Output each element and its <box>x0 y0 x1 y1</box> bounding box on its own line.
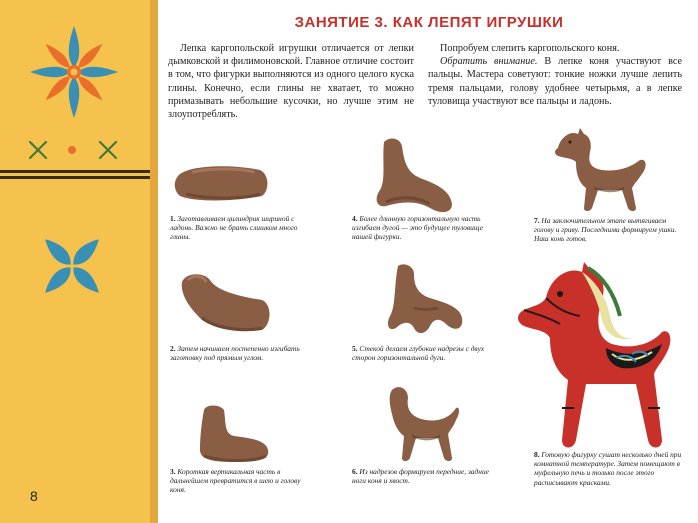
clay-boot-figure <box>194 400 274 466</box>
step-caption-3 <box>170 467 312 495</box>
step-number: 5. <box>352 344 358 353</box>
cross-ornament-icon <box>28 140 48 160</box>
step-caption-2 <box>170 344 310 362</box>
step-number: 6. <box>352 467 358 476</box>
step-text: Затем начинаем постепенно изгибать заготовку под прямым углом. <box>170 344 300 363</box>
cross-ornament-icon <box>98 140 118 160</box>
step-text: Готовую фигурку сушат несколько дней при комнатной температуре. Затем помещают в муфельную печь и только после этого расписывают красками. <box>534 450 682 487</box>
page-number: 8 <box>30 488 38 504</box>
step-caption-5 <box>352 344 496 362</box>
step-number: 1. <box>170 214 176 223</box>
clay-cylinder-figure <box>172 160 272 205</box>
clay-arch-figure <box>372 136 456 216</box>
step-number: 4. <box>352 214 358 223</box>
step-text: Стекой делаем глубокие надрезы с двух сторон горизонтальной дуги. <box>352 344 485 363</box>
step-text: На заключительном этапе вытягиваем голову и гриву. Последними формируем ушки. Наш конь готов. <box>534 216 677 244</box>
step-number: 8. <box>534 450 540 459</box>
step-number: 7. <box>534 216 540 225</box>
intro-right-text: В лепке коня участвуют все пальцы. Мастера советуют: тонкие ножки лучше лепить тремя пальцами, голову удобнее четырьмя, а в лепке туловища участвуют все пальцы и ладонь. <box>428 56 682 107</box>
sidebar-divider <box>0 170 150 173</box>
step-caption-7 <box>534 216 684 244</box>
step-caption-6 <box>352 467 502 485</box>
step-text: Более длинную горизонтальную часть изгибаем дугой — это будущее туловище нашей фигурки. <box>352 214 483 242</box>
large-x-ornament-icon <box>34 226 110 306</box>
dot-ornament-icon <box>66 144 78 156</box>
step-number: 2. <box>170 344 176 353</box>
page-title: ЗАНЯТИЕ 3. КАК ЛЕПЯТ ИГРУШКИ <box>294 14 564 31</box>
clay-cut-figure <box>384 262 466 338</box>
intro-emphasis: Обратить внимание. <box>440 56 538 68</box>
intro-right-paragraph <box>428 42 682 108</box>
step-text: Из надрезов формируем передние, задние ноги коня и хвост. <box>352 467 489 486</box>
star-ornament-icon <box>26 22 122 122</box>
clay-finished-horse-figure <box>550 128 654 212</box>
clay-legs-figure <box>376 384 462 464</box>
intro-right-line: Попробуем слепить каргопольского коня. <box>440 43 620 54</box>
step-caption-8 <box>534 450 686 487</box>
step-text: Заготавливаем цилиндрик шириной с ладонь. Важно не брать слишком много глины. <box>170 214 298 242</box>
step-caption-4 <box>352 214 498 242</box>
sidebar-divider <box>0 176 150 179</box>
sidebar-edge <box>150 0 158 523</box>
step-caption-1 <box>170 214 304 242</box>
painted-horse-figure <box>516 258 684 454</box>
step-number: 3. <box>170 467 176 476</box>
intro-left-paragraph: Лепка каргопольской игрушки отличается от лепки дымковской и филимоновской. Главное отличие состоит в том, что фигурки выполняются из одного целого куска глины. Конечно, если глины не хватает, то можно примазывать небольшие кусочки, но лучше этим не злоупотреблять. <box>168 43 414 121</box>
clay-bent-figure <box>176 270 274 340</box>
step-text: Короткая вертикальная часть в дальнейшем превратится в шею и голову коня. <box>170 467 301 495</box>
